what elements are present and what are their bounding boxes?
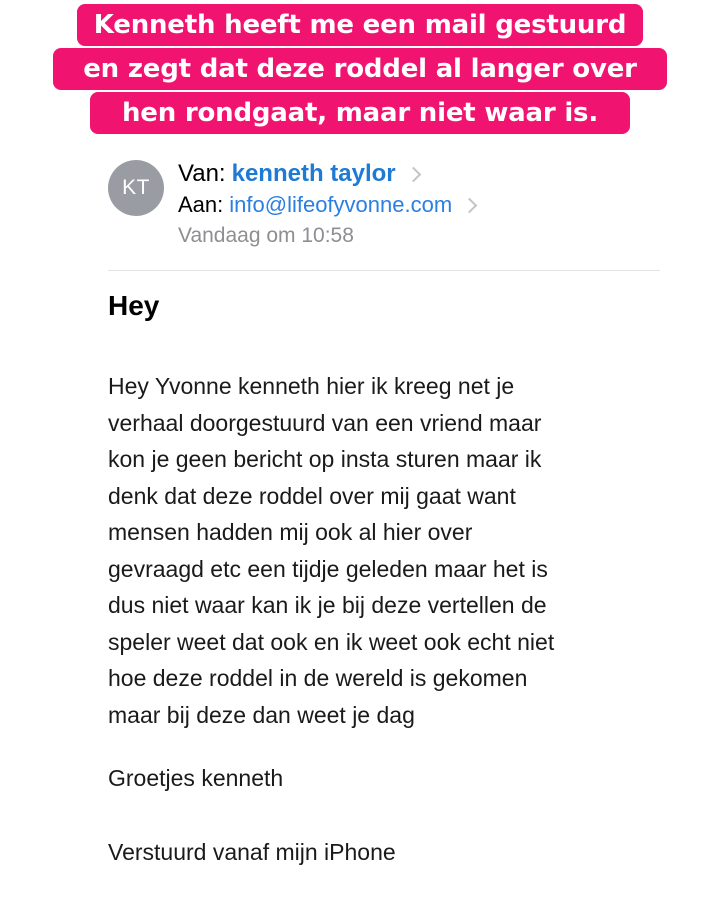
to-row[interactable] [178, 192, 475, 218]
header-divider [108, 270, 660, 271]
body-line: verhaal doorgestuurd van een vriend maar [108, 409, 542, 436]
body-line: Hey Yvonne kenneth hier ik kreeg net je [108, 373, 515, 399]
from-row[interactable] [178, 160, 419, 188]
body-line: hoe deze roddel in de wereld is gekomen [108, 665, 528, 691]
body-line: kon je geen bericht op insta sturen maar ik [108, 446, 542, 472]
body-line: mensen hadden mij ook al hier over [108, 519, 473, 545]
caption-line-2: en zegt dat deze roddel al langer over [53, 48, 667, 90]
chevron-right-icon[interactable] [462, 198, 478, 214]
sender-avatar[interactable]: KT [108, 160, 164, 216]
recipient-address-link[interactable]: info@lifeofyvonne.com [229, 192, 453, 217]
email-subject: Hey [108, 290, 160, 321]
body-line: denk dat deze roddel over mij gaat want [108, 482, 516, 509]
email-signature: Verstuurd vanaf mijn iPhone [108, 839, 396, 865]
email-greeting: Groetjes kenneth [108, 765, 284, 791]
chevron-right-icon[interactable] [405, 167, 421, 183]
email-body [108, 368, 668, 733]
from-label: Van: [178, 160, 226, 187]
body-line: dus niet waar kan ik je bij deze vertellen de [108, 592, 547, 618]
email-date: Vandaag om 10:58 [178, 224, 354, 247]
body-line: gevraagd etc een tijdje geleden maar het is [108, 555, 548, 582]
body-line: maar bij deze dan weet je dag [108, 701, 415, 728]
to-label: Aan: [178, 192, 224, 217]
caption-line-1: Kenneth heeft me een mail gestuurd [77, 4, 643, 46]
caption-line-3: hen rondgaat, maar niet waar is. [90, 92, 630, 134]
body-line: speler weet dat ook en ik weet ook echt niet [108, 628, 555, 655]
sender-name-link[interactable]: kenneth taylor [231, 160, 396, 187]
email-header [0, 156, 720, 266]
